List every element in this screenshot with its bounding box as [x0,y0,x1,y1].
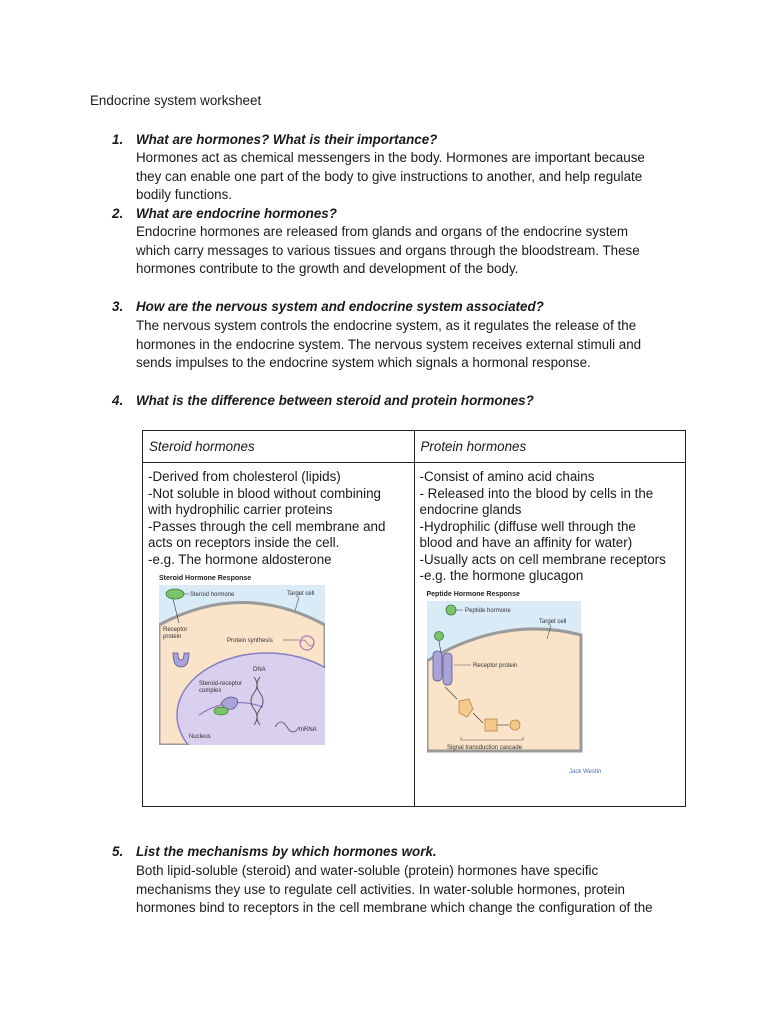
label-target-cell: Target cell [538,619,566,625]
answer-2 [136,223,676,279]
answer-line: which carry messages to various tissues and organs through the bloodstream. These [136,242,640,258]
label-dna: DNA [253,667,266,673]
answer-line: The nervous system controls the endocrine system, as it regulates the release of the [136,318,637,333]
label-signal-cascade: Signal transduction cascade [446,745,522,751]
question-number: 1. [112,132,124,147]
label-protein-synthesis: Protein synthesis [227,638,273,644]
answer-line: hormones in the endocrine system. The nervous system receives external stimuli and [136,336,642,352]
label-steroid-receptor: Steroid-receptor [199,681,243,687]
table-line: - Released into the blood by cells in the [419,485,654,501]
answer-line: bodily functions. [136,187,233,203]
label-nucleus: Nucleus [189,734,211,740]
label-mrna: mRNA [299,727,317,733]
table-line: acts on receptors inside the cell. [148,535,340,550]
steroid-description [143,463,414,568]
cascade-circle [510,720,520,730]
table-line: -Consist of amino acid chains [419,469,595,484]
answer-line: mechanisms they use to regulate cell activities. In water-soluble hormones, protein [136,881,625,897]
table-line: -Passes through the cell membrane and [148,518,386,534]
question-number: 2. [112,206,124,221]
table-line: -Not soluble in blood without combining [148,485,381,501]
answer-line: hormones contribute to the growth and development of the body. [136,261,519,277]
question-2-text: What are endocrine hormones? [136,206,337,221]
protein-cell [414,463,686,807]
label-receptor-protein: Receptor protein [472,663,517,669]
table-line: -Derived from cholesterol (lipids) [148,469,341,484]
answer-5 [136,862,676,918]
table-header-protein: Protein hormones [414,431,686,463]
steroid-hormone-figure [159,575,325,745]
table-line: -e.g. The hormone aldosterone [148,551,332,567]
steroid-diagram [159,585,325,745]
steroid-cell [143,463,415,807]
table-line: -e.g. the hormone glucagon [419,568,584,583]
question-number: 5. [112,844,124,859]
figure-title: Steroid Hormone Response [159,575,252,582]
label-complex: complex [199,688,222,694]
peptide-hormone-molecule [446,605,456,615]
table-line: -Usually acts on cell membrane receptors [419,551,666,567]
answer-1 [136,149,676,205]
answer-line: hormones bind to receptors in the cell membrane which change the configuration of the [136,900,653,916]
receptor-protein-shape [433,651,442,681]
question-1-text: What are hormones? What is their importance? [136,132,438,147]
comparison-table [142,430,686,807]
table-line: with hydrophilic carrier proteins [148,502,333,517]
answer-line: Hormones act as chemical messengers in the body. Hormones are important because [136,150,645,165]
cell-membrane [427,629,581,751]
answer-line: sends impulses to the endocrine system which signals a hormonal response. [136,355,591,371]
table-line: blood and have an affinity for water) [419,535,633,550]
answer-line: Both lipid-soluble (steroid) and water-soluble (protein) hormones have specific [136,863,599,878]
peptide-hormone-figure [427,591,617,781]
question-number: 3. [112,299,124,314]
figure-credit: Jack Westin [568,769,601,775]
peptide-diagram [427,601,617,781]
label-steroid-hormone: Steroid hormone [190,592,235,598]
cascade-square [485,719,497,731]
label-target-cell: Target cell [287,591,315,597]
steroid-hormone-molecule [166,589,184,599]
question-3-text: How are the nervous system and endocrine system associated? [136,299,544,314]
question-4-text: What is the difference between steroid and protein hormones? [136,393,534,408]
protein-description [415,463,686,585]
answer-3 [136,317,676,373]
label-receptor-protein: protein [163,634,182,640]
answer-line: Endocrine hormones are released from glands and organs of the endocrine system [136,224,629,239]
question-5-text: List the mechanisms by which hormones work. [136,844,437,859]
table-line: endocrine glands [419,502,522,517]
table-header-steroid: Steroid hormones [143,431,415,463]
table-line: -Hydrophilic (diffuse well through the [419,518,636,534]
question-number: 4. [112,393,124,408]
label-peptide-hormone: Peptide hormone [464,608,511,614]
label-receptor: Receptor [163,627,188,633]
figure-title: Peptide Hormone Response [426,591,520,598]
bound-hormone [214,707,228,715]
document-title: Endocrine system worksheet [90,93,262,108]
answer-line: they can enable one part of the body to give instructions to another, and help regulate [136,168,643,184]
